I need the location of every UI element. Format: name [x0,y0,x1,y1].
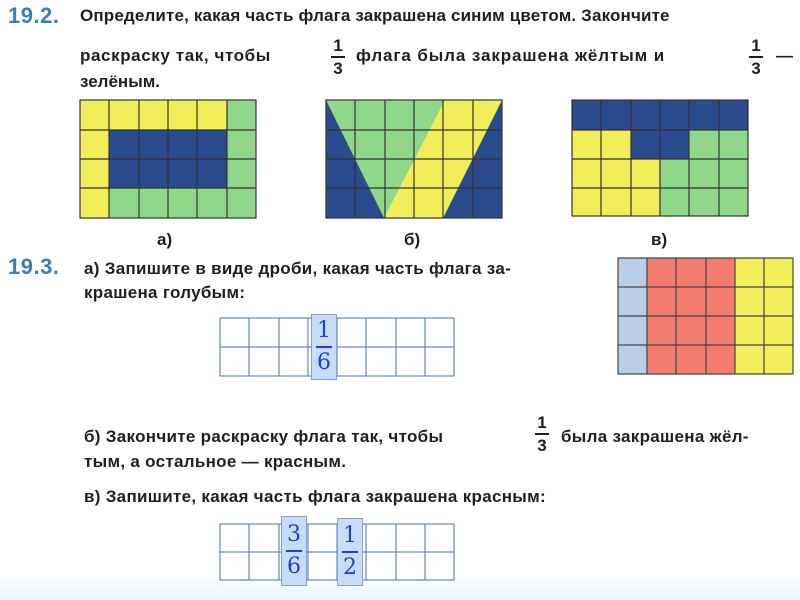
flag-b [326,100,502,218]
fraction-bar [535,433,549,435]
answer-grid-a[interactable] [220,318,454,376]
task2-b-line1-a: б) Закончите раскраску флага так, чтобы [84,427,444,446]
answer-c1-fraction [281,516,307,586]
label-b: б) [404,230,421,249]
task2-b-line1-b: была закрашена жёл- [561,427,749,446]
task2-b-line2: тым, а остальное — красным. [84,452,347,471]
exercise-number-19-3: 19.3. [8,254,60,279]
label-c: в) [651,230,668,249]
task1-line2-b: флага была закрашена жёлтым и [356,46,666,65]
fraction-b-num: 1 [537,413,547,432]
answer-c1-den: 6 [287,554,301,579]
task1-line1: Определите, какая часть флага закрашена синим цветом. Закончите [80,6,670,25]
flag-19-3 [618,258,793,374]
task1-line2-a: раскраску так, чтобы [80,46,271,65]
fraction-green-den: 3 [751,59,761,78]
fraction-yellow-den: 3 [333,59,343,78]
flag-c [572,100,748,216]
task1-line3: зелёным. [80,72,161,91]
fraction-bar [316,346,332,348]
answer-a-num: 1 [317,318,331,343]
label-a: а) [157,230,173,249]
fraction-yellow-num: 1 [333,36,343,55]
fraction-bar [286,550,302,552]
exercise-number-19-2: 19.2. [8,3,60,28]
answer-c2-den: 2 [343,555,357,580]
answer-c1-num: 3 [287,522,301,547]
task2-a-line2: крашена голубым: [84,283,246,302]
answer-a-fraction [311,314,337,380]
fraction-b-den: 3 [537,436,547,455]
answer-c2-num: 1 [343,523,357,548]
task1-dash: — [776,46,793,65]
task2-c-line: в) Запишите, какая часть флага закрашена красным: [84,487,546,506]
flag-a [80,100,256,218]
task2-a-line1: а) Запишите в виде дроби, какая часть флага за- [84,259,512,278]
answer-a-den: 6 [317,350,331,375]
fraction-green-num: 1 [751,36,761,55]
fraction-b [535,413,549,455]
fraction-bar [342,551,358,553]
answer-c2-fraction [337,518,363,586]
